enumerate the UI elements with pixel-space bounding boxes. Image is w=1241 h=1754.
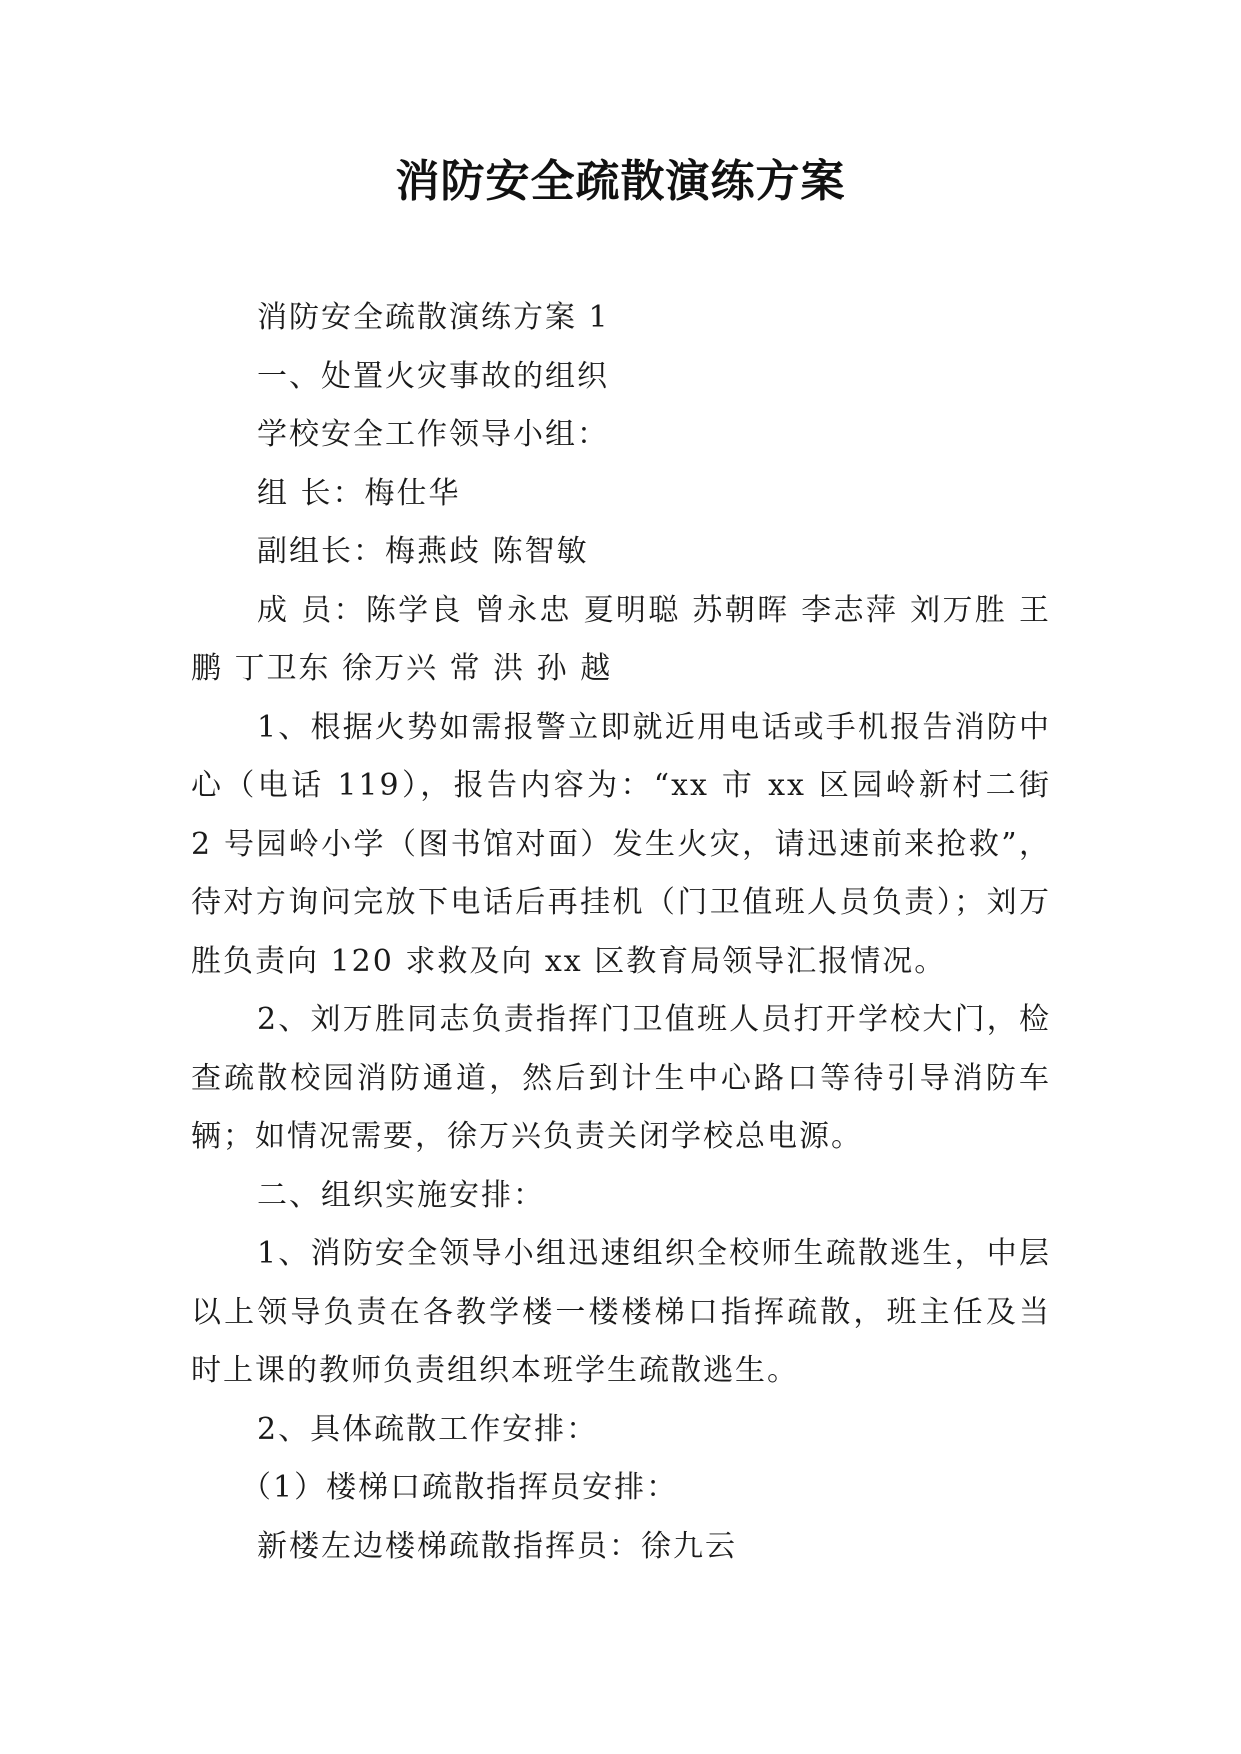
paragraph-item-arrangement: 2、具体疏散工作安排： xyxy=(257,1411,599,1447)
paragraph-item-alarm: 1、根据火势如需报警立即就近用电话或手机报告消防中心（电话 119），报告内容为：“xx 市 xx 区园岭新村二街 2 号园岭小学（图书馆对面）发生火灾，请迅速前来抢救”，待对方询问完放下电话后再挂机（门卫值班人员负责）；刘万胜负责向 120 求救及向 xx 区教育局领导汇报情况。 xyxy=(191,709,1051,979)
paragraph-left-stairway: 新楼左边楼梯疏散指挥员：徐九云 xyxy=(257,1528,737,1564)
paragraph-item-gate: 2、刘万胜同志负责指挥门卫值班人员打开学校大门，检查疏散校园消防通道，然后到计生中心路口等待引导消防车辆；如情况需要，徐万兴负责关闭学校总电源。 xyxy=(191,1002,1051,1154)
paragraph-members: 成 员：陈学良 曾永忠 夏明聪 苏朝晖 李志萍 刘万胜 王 鹏 丁卫东 徐万兴 常 洪 孙 越 xyxy=(191,592,1051,686)
paragraph-leadership-group: 学校安全工作领导小组： xyxy=(257,417,609,452)
paragraph-section-two-heading: 二、组织实施安排： xyxy=(257,1177,545,1213)
paragraph-stairway-commanders: （1）楼梯口疏散指挥员安排： xyxy=(241,1470,679,1505)
document-title: 消防安全疏散演练方案 xyxy=(395,156,846,207)
paragraph-plan-heading: 消防安全疏散演练方案 1 xyxy=(257,300,610,335)
paragraph-item-evacuation: 1、消防安全领导小组迅速组织全校师生疏散逃生，中层以上领导负责在各教学楼一楼楼梯口指挥疏散，班主任及当时上课的教师负责组织本班学生疏散逃生。 xyxy=(191,1236,1051,1388)
document-body xyxy=(191,289,1051,1576)
paragraph-section-one-heading: 一、处置火灾事故的组织 xyxy=(257,358,609,394)
paragraph-group-leader: 组 长：梅仕华 xyxy=(257,475,461,511)
paragraph-deputy-leader: 副组长：梅燕歧 陈智敏 xyxy=(257,534,589,569)
